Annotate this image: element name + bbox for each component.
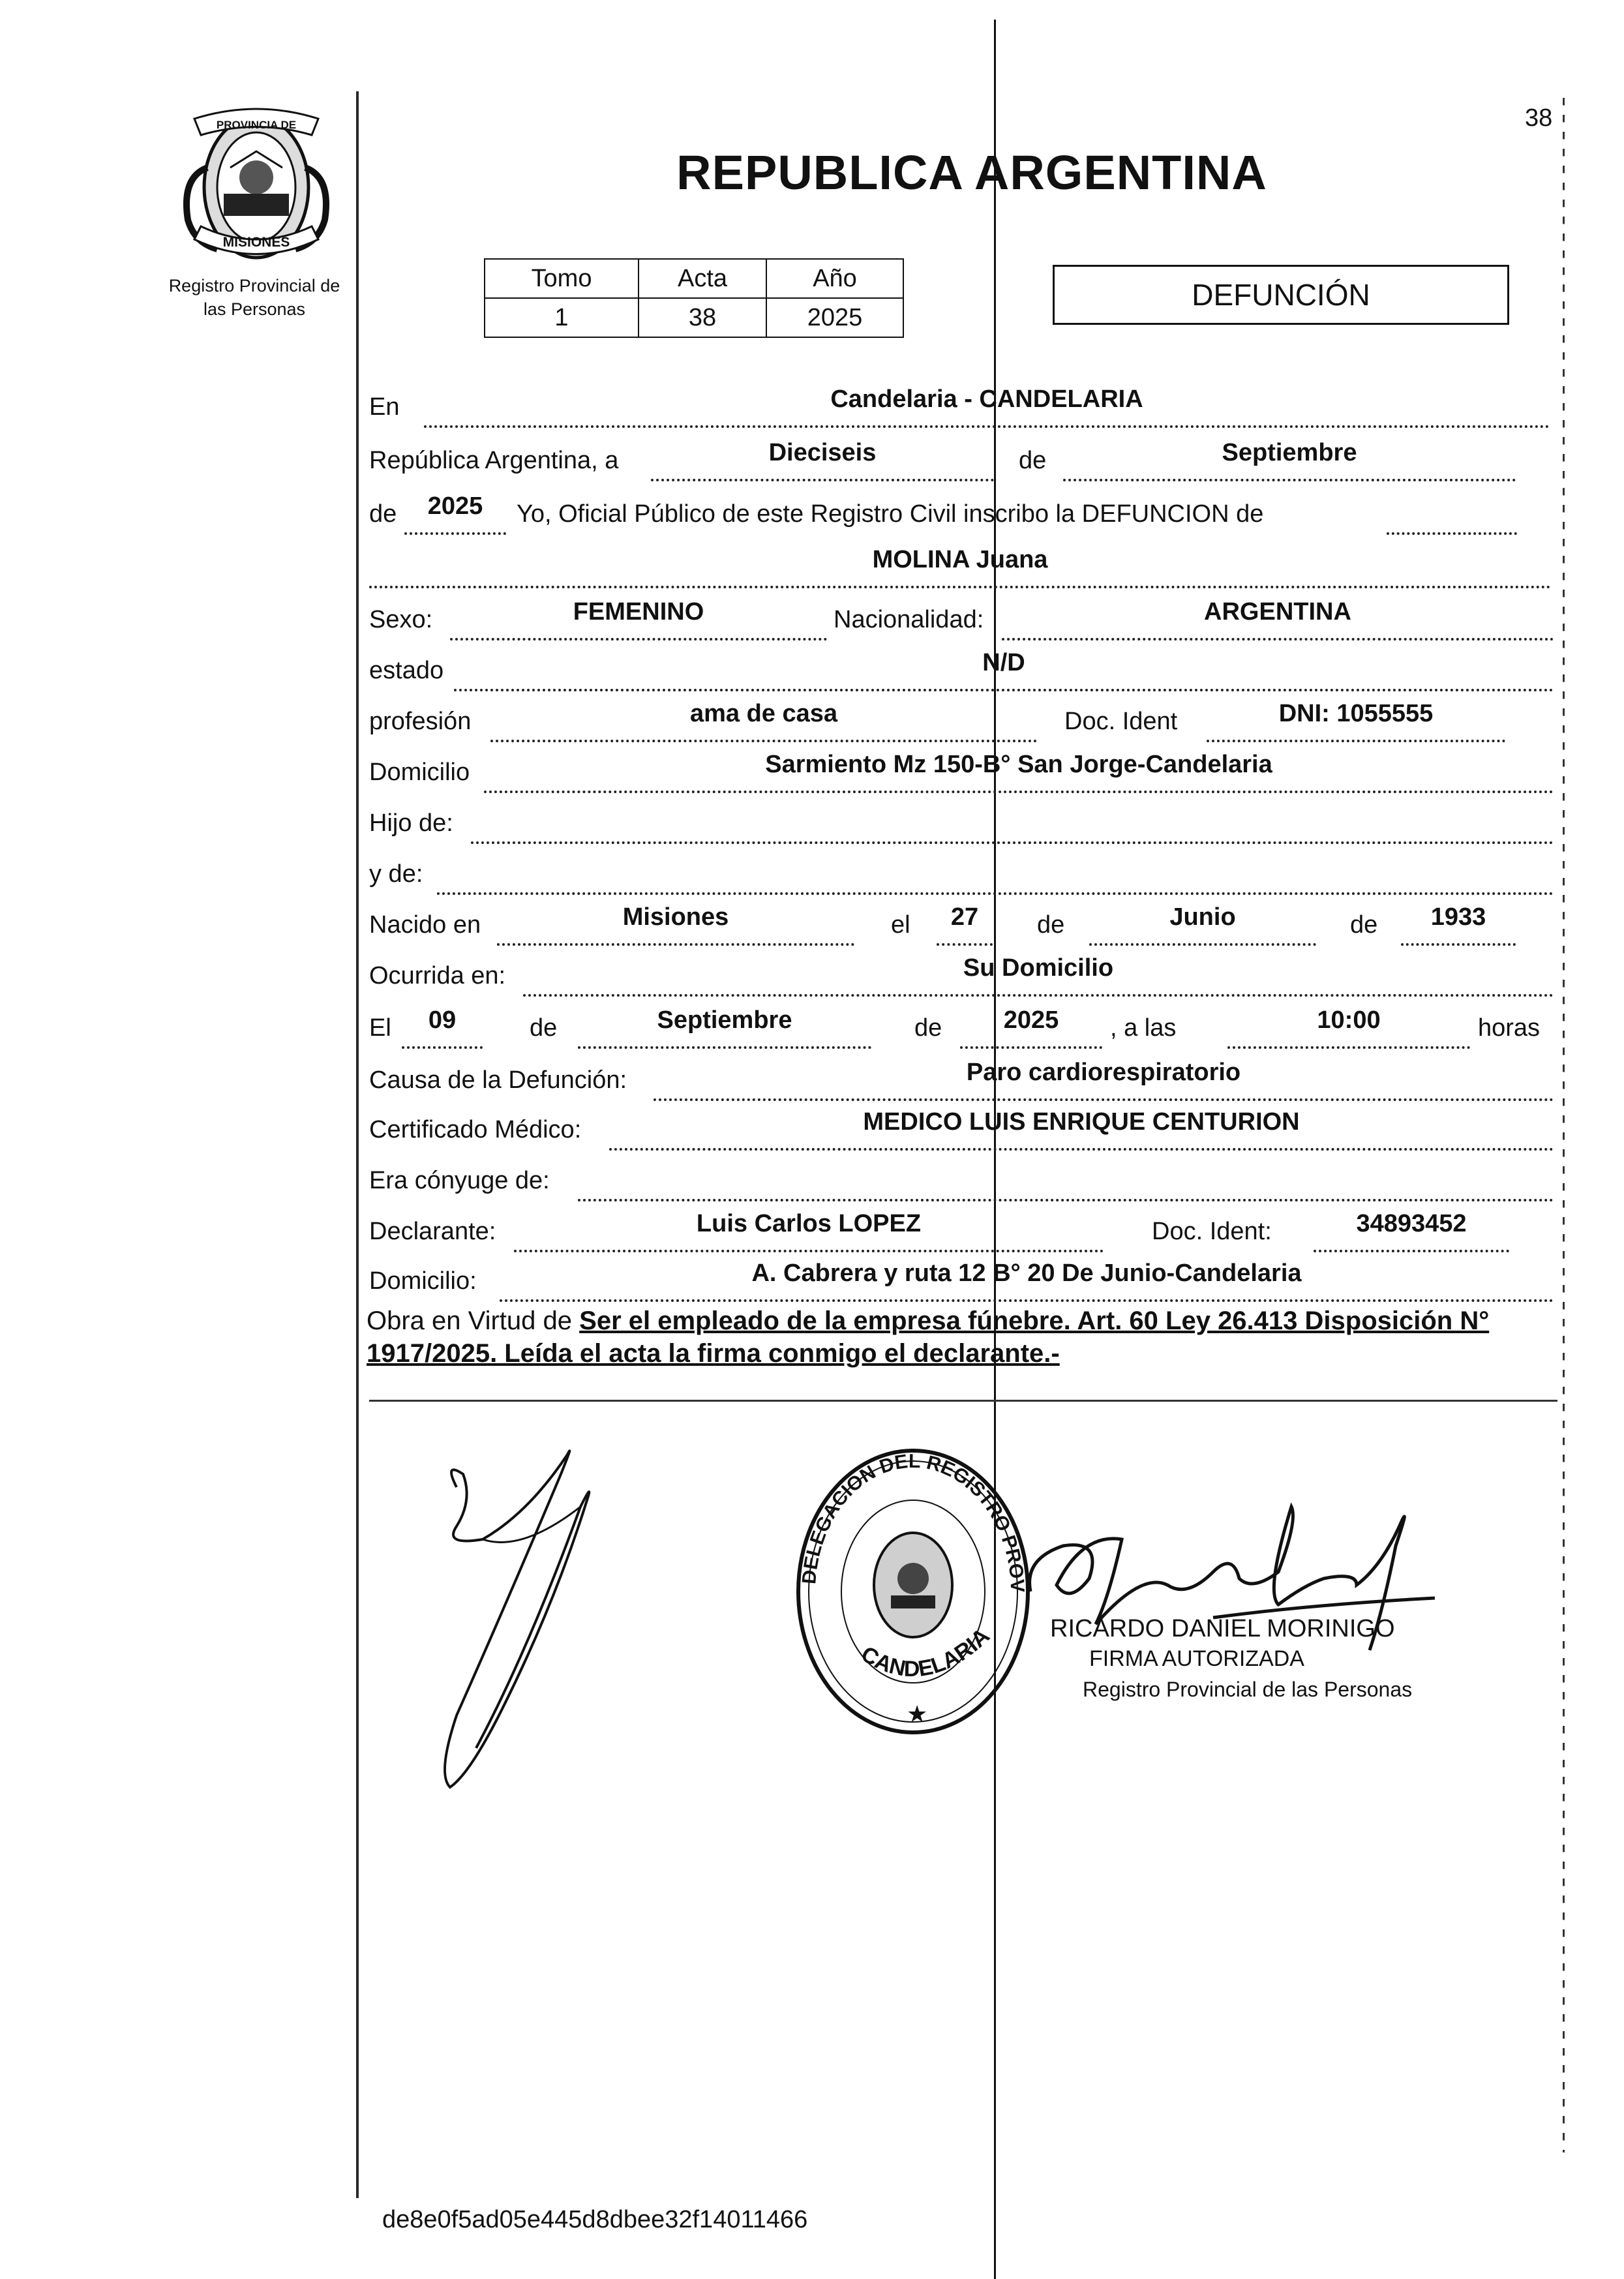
field-nacido-dia: 27 bbox=[937, 907, 993, 946]
field-domicilio-declarante: A. Cabrera y ruta 12 B° 20 De Junio-Candelaria bbox=[500, 1263, 1554, 1302]
page-title: REPUBLICA ARGENTINA bbox=[676, 145, 1267, 200]
field-domicilio: Sarmiento Mz 150-B° San Jorge-Candelaria bbox=[484, 754, 1554, 793]
field-declarante-doc: 34893452 bbox=[1314, 1213, 1509, 1252]
form-line-anio: de 2025 Yo, Oficial Público de este Registro Civil inscribo la DEFUNCION de bbox=[369, 496, 1557, 532]
form-line-profesion: profesión ama de casa Doc. Ident DNI: 1055555 bbox=[369, 703, 1557, 740]
form-line-conyuge: Era cónyuge de: bbox=[369, 1162, 1557, 1199]
field-doc-ident: DNI: 1055555 bbox=[1207, 703, 1505, 742]
obra-text: Ser el empleado de la empresa fúnebre. Art. 60 Ley 26.413 Disposición N° 1917/2025. Leída el acta la firma conmigo el declarante.- bbox=[367, 1306, 1490, 1368]
tomo-header: Tomo bbox=[485, 259, 639, 298]
form-line-estado: estado N/D bbox=[369, 652, 1557, 689]
field-mes: Septiembre bbox=[1063, 442, 1516, 481]
label-en: En bbox=[369, 393, 400, 421]
field-estado: N/D bbox=[454, 652, 1554, 691]
right-margin-dots bbox=[1563, 98, 1565, 2152]
field-anio: 2025 bbox=[404, 496, 506, 535]
field-hijo-de bbox=[471, 805, 1554, 844]
obra-en-virtud: Obra en Virtud de Ser el empleado de la empresa fúnebre. Art. 60 Ley 26.413 Disposición N° 1917/2025. Leída el acta la firma conmigo el declarante.- bbox=[367, 1306, 1490, 1368]
anio-header: Año bbox=[766, 259, 903, 298]
form-line-hijo-de: Hijo de: bbox=[369, 805, 1557, 841]
field-y-de bbox=[437, 856, 1554, 895]
field-nacido-mes: Junio bbox=[1089, 907, 1316, 946]
form-line-el-fecha: El 09 de Septiembre de 2025 , a las 10:00 horas bbox=[369, 1010, 1557, 1046]
field-causa: Paro cardiorespiratorio bbox=[654, 1062, 1554, 1101]
field-nombre: MOLINA Juana bbox=[369, 549, 1551, 588]
provincial-crest-logo bbox=[155, 106, 357, 269]
field-el-dia: 09 bbox=[402, 1010, 483, 1049]
form-line-causa: Causa de la Defunción: Paro cardiorespiratorio bbox=[369, 1062, 1557, 1098]
signer-office: Registro Provincial de las Personas bbox=[1083, 1678, 1413, 1701]
signer-title: FIRMA AUTORIZADA bbox=[1089, 1646, 1304, 1671]
record-table bbox=[484, 258, 904, 338]
field-en: Candelaria - CANDELARIA bbox=[424, 389, 1550, 428]
field-profesion: ama de casa bbox=[490, 703, 1037, 742]
registro-caption: Registro Provincial de las Personas bbox=[168, 276, 340, 319]
tomo-value: 1 bbox=[485, 298, 639, 337]
form-line-certificado: Certificado Médico: MEDICO LUIS ENRIQUE CENTURION bbox=[369, 1111, 1557, 1148]
form-line-en bbox=[369, 385, 1557, 425]
anio-value: 2025 bbox=[766, 298, 903, 337]
field-sexo: FEMENINO bbox=[450, 601, 827, 641]
field-ocurrida: Su Domicilio bbox=[523, 958, 1554, 997]
field-declarante: Luis Carlos LOPEZ bbox=[514, 1213, 1104, 1252]
form-line-sexo: Sexo: FEMENINO Nacionalidad: ARGENTINA bbox=[369, 601, 1557, 638]
svg-text:DELEGACION DEL REGISTRO PROVIN: DELEGACION DEL REGISTRO PROV bbox=[798, 1450, 1029, 1593]
field-nacido-lugar: Misiones bbox=[497, 907, 854, 946]
form-bottom-rule bbox=[369, 1400, 1557, 1402]
field-el-mes: Septiembre bbox=[578, 1010, 871, 1049]
field-certificado: MEDICO LUIS ENRIQUE CENTURION bbox=[609, 1111, 1554, 1151]
document-hash: de8e0f5ad05e445d8dbee32f14011466 bbox=[382, 2206, 808, 2233]
field-nacionalidad: ARGENTINA bbox=[1002, 601, 1554, 641]
signer-name: RICARDO DANIEL MORINIGO bbox=[1050, 1615, 1395, 1642]
crest-bottom-text: MISIONES bbox=[222, 235, 290, 250]
field-dia: Dieciseis bbox=[651, 442, 994, 481]
official-seal-stamp bbox=[789, 1441, 1037, 1742]
form-line-domicilio-declarante: Domicilio: A. Cabrera y ruta 12 B° 20 De Junio-Candelaria bbox=[369, 1263, 1557, 1299]
crest-top-text: PROVINCIA DE bbox=[216, 119, 297, 131]
form-line-y-de: y de: bbox=[369, 856, 1557, 892]
acta-value: 38 bbox=[639, 298, 766, 337]
form-line-declarante: Declarante: Luis Carlos LOPEZ Doc. Ident: 34893452 bbox=[369, 1213, 1557, 1250]
svg-text:★: ★ bbox=[907, 1701, 928, 1728]
page-number: 38 bbox=[1525, 104, 1553, 132]
field-el-hora: 10:00 bbox=[1227, 1010, 1470, 1049]
document-type-box: DEFUNCIÓN bbox=[1053, 265, 1509, 325]
acta-header: Acta bbox=[639, 259, 766, 298]
form-line-nombre bbox=[369, 546, 1557, 586]
form-line-ocurrida: Ocurrida en: Su Domicilio bbox=[369, 958, 1557, 994]
left-margin-rule bbox=[356, 91, 359, 2198]
form-line-nacido: Nacido en Misiones el 27 de Junio de 1933 bbox=[369, 907, 1557, 943]
form-line-fecha: República Argentina, a Dieciseis de Septiembre bbox=[369, 442, 1557, 479]
form-line-domicilio: Domicilio Sarmiento Mz 150-B° San Jorge-Candelaria bbox=[369, 754, 1557, 791]
svg-text:CANDELARIA: CANDELARIA bbox=[856, 1623, 995, 1682]
field-conyuge bbox=[578, 1162, 1554, 1201]
field-el-anio: 2025 bbox=[960, 1010, 1102, 1049]
field-nacido-anio: 1933 bbox=[1401, 907, 1516, 946]
declarant-signature bbox=[417, 1435, 639, 1813]
